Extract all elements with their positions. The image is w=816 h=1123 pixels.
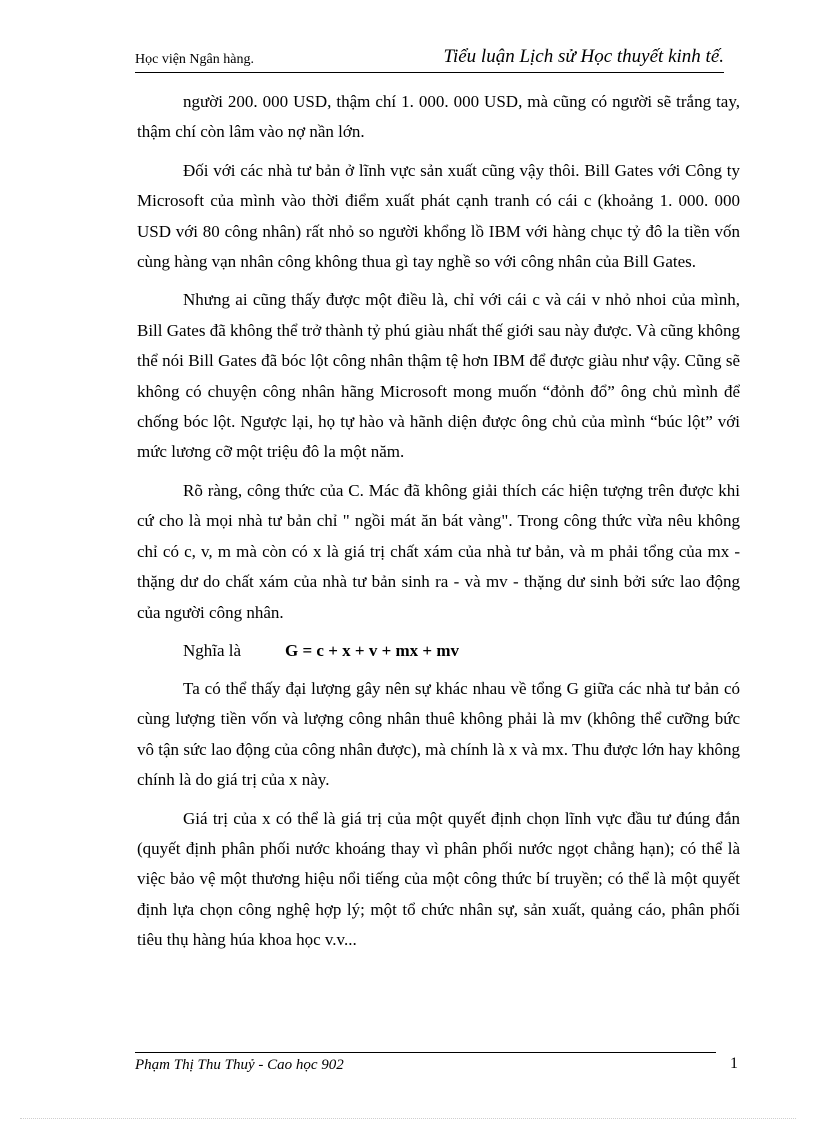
page-header <box>135 46 724 73</box>
paragraph: người 200. 000 USD, thậm chí 1. 000. 000 USD, mà cũng có người sẽ trắng tay, thậm chí còn lâm vào nợ nần lớn. <box>137 92 740 142</box>
paragraph: Nhưng ai cũng thấy được một điều là, chỉ với cái c và cái v nhỏ nhoi của mình, Bill Gates đã không thể trở thành tỷ phú giàu nhất thế giới sau này được. Và cũng không thể nói Bill Gates đã bóc lột công nhân thậm tệ hơn IBM để được giàu như vậy. Cũng sẽ không có chuyện công nhân hãng Microsoft mong muốn “đỏnh đổ” ông chủ mình để chống bóc lột. Ngược lại, họ tự hào và hãnh diện được ông chủ của mình “búc lột” với mức lương cỡ một triệu đô la một năm. <box>137 290 740 462</box>
footer-author: Phạm Thị Thu Thuỷ - Cao học 902 <box>135 1057 344 1073</box>
page-bottom-border <box>20 1118 796 1119</box>
formula-line <box>137 636 740 666</box>
footer-rule <box>135 1052 716 1053</box>
formula-label: Nghĩa là <box>183 640 242 660</box>
page-number: 1 <box>730 1055 738 1072</box>
paragraph: Giá trị của x có thể là giá trị của một quyết định chọn lĩnh vực đầu tư đúng đắn (quyết định phân phối nước khoáng thay vì phân phối nước ngọt chẳng hạn); có thể là việc bảo vệ một thương hiệu nổi tiếng của một công thức bí truyền; có thể là một quyết định lựa chọn công nghệ hợp lý; một tổ chức nhân sự, sản xuất, quảng cáo, phân phối tiêu thụ hàng húa khoa học v.v... <box>137 808 740 950</box>
paragraph: Rõ ràng, công thức của C. Mác đã không giải thích các hiện tượng trên được khi cứ cho là mọi nhà tư bản chỉ " ngồi mát ăn bát vàng". Trong công thức vừa nêu không chỉ có c, v, m mà còn có x là giá trị chất xám của nhà tư bản, và m phải tổng của mx - thặng dư do chất xám của nhà tư bản sinh ra - và mv - thặng dư sinh bởi sức lao động của người công nhân. <box>137 480 740 622</box>
header-title: Tiểu luận Lịch sử Học thuyết kinh tế. <box>443 46 724 67</box>
paragraph: Đối với các nhà tư bản ở lĩnh vực sản xuất cũng vậy thôi. Bill Gates với Công ty Microsoft của mình vào thời điểm xuất phát cạnh tranh có cái c (khoảng 1. 000. 000 USD với 80 công nhân) rất nhỏ so người khổng lồ IBM với hàng chục tỷ đô la tiền vốn cùng hàng vạn nhân công không thua gì tay nghề so với công nhân của Bill Gates. <box>137 160 740 272</box>
paragraph: Ta có thể thấy đại lượng gây nên sự khác nhau về tổng G giữa các nhà tư bản có cùng lượng tiền vốn và lượng công nhân thuê không phải là mv (không thể cưỡng bức vô tận sức lao động của công nhân được), mà chính là x và mx. Thu được lớn hay không chính là do giá trị của x này. <box>137 678 740 790</box>
formula-expression: G = c + x + v + mx + mv <box>285 640 460 660</box>
document-body <box>137 87 740 964</box>
header-institution: Học viện Ngân hàng. <box>135 52 254 67</box>
